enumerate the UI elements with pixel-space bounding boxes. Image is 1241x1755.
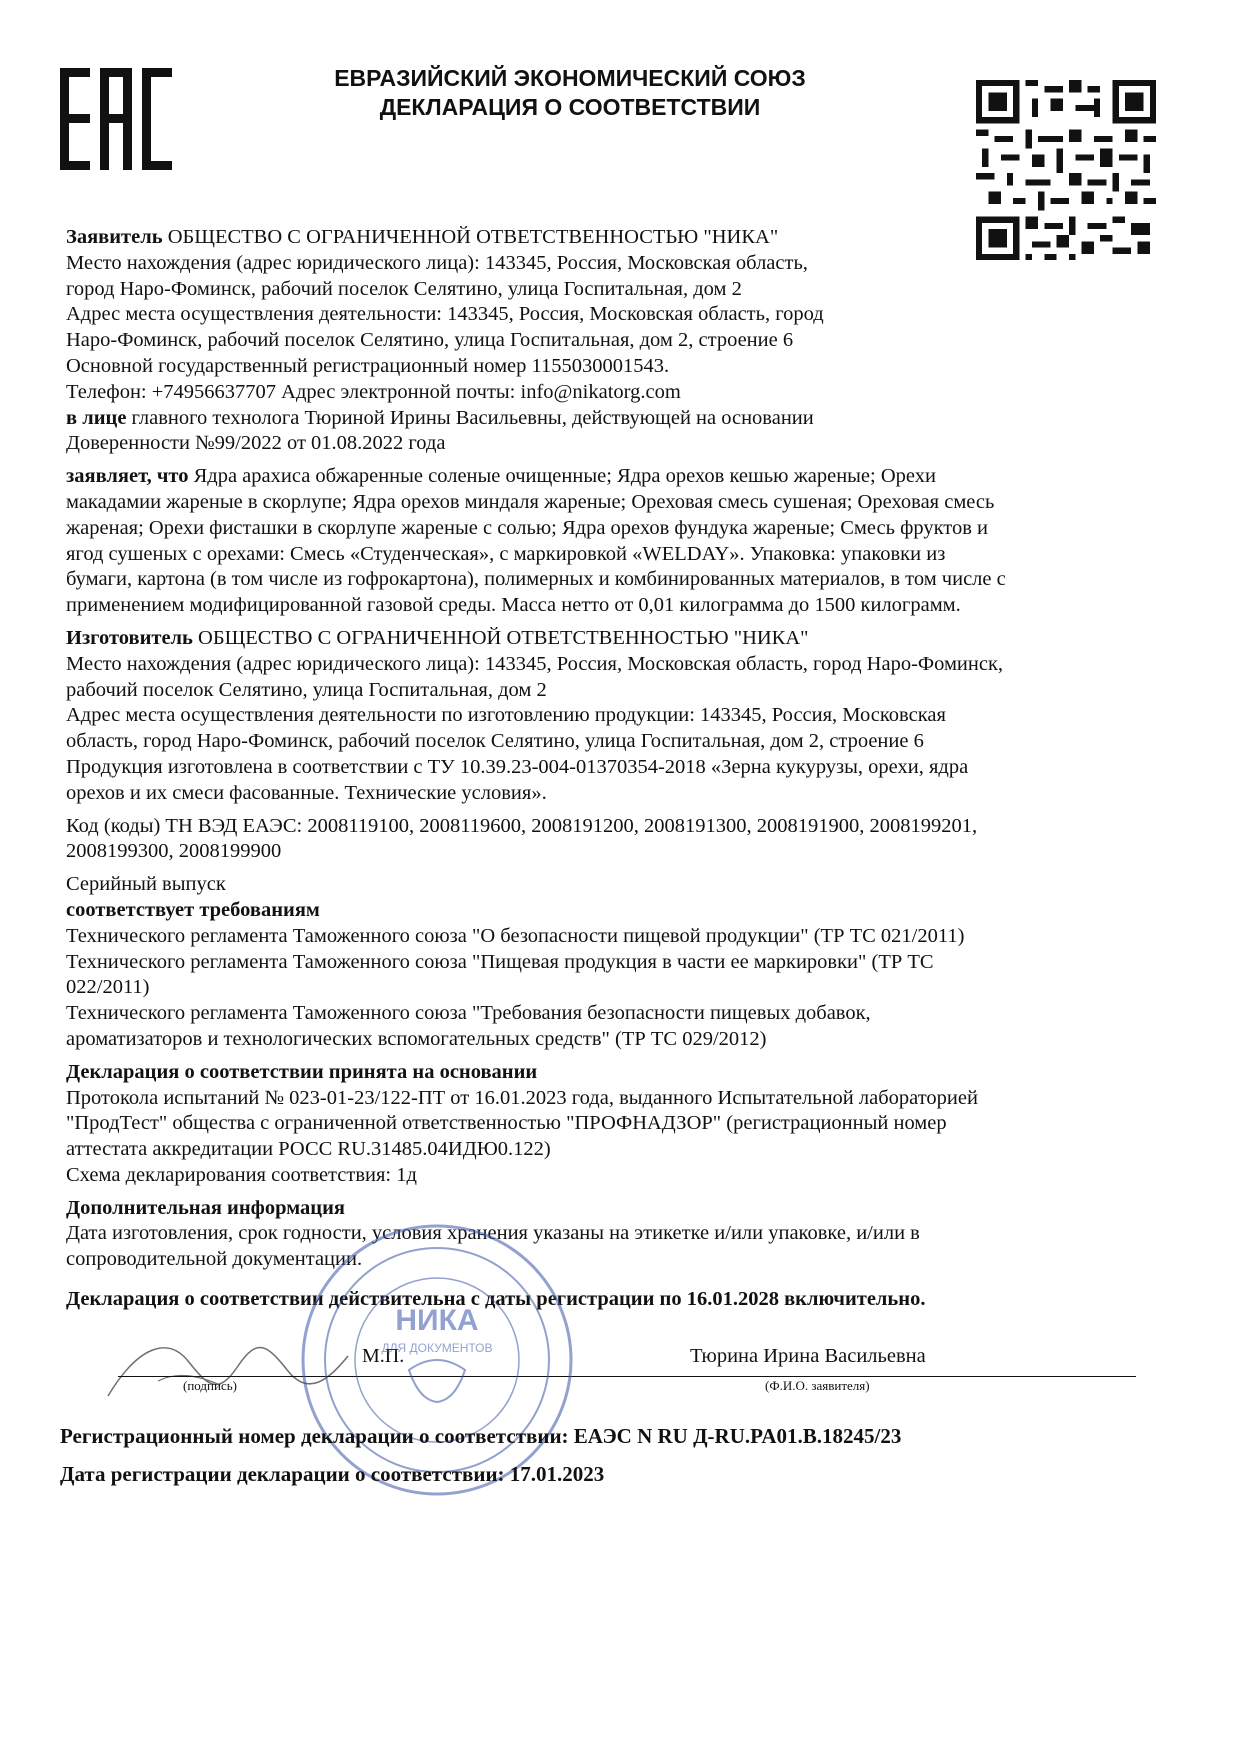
applicant-full-name: Тюрина Ирина Васильевна bbox=[690, 1345, 926, 1367]
manufacturer-name: ОБЩЕСТВО С ОГРАНИЧЕННОЙ ОТВЕТСТВЕННОСТЬЮ "НИКА" bbox=[192, 626, 809, 649]
header-declaration-title: ДЕКЛАРАЦИЯ О СООТВЕТСТВИИ bbox=[379, 94, 761, 120]
person-label: в лице bbox=[66, 406, 127, 429]
complies-line: ароматизаторов и технологических вспомогательных средств" (ТР ТС 029/2012) bbox=[66, 1027, 767, 1050]
basis-line: Протокола испытаний № 023-01-23/122-ПТ от 16.01.2023 года, выданного Испытательной лабораторией bbox=[66, 1086, 978, 1109]
registration-number: Регистрационный номер декларации о соответствии: ЕАЭС N RU Д-RU.PA01.B.18245/23 bbox=[60, 1424, 902, 1448]
applicant-label: Заявитель bbox=[66, 226, 163, 248]
header-union-title: ЕВРАЗИЙСКИЙ ЭКОНОМИЧЕСКИЙ СОЮЗ bbox=[334, 65, 806, 91]
complies-line: 022/2011) bbox=[66, 976, 150, 999]
declares-label: заявляет, что bbox=[66, 465, 189, 488]
basis-heading bbox=[66, 1060, 1191, 1086]
validity-text: Декларация о соответствии действительна с даты регистрации по 16.01.2028 включительно. bbox=[66, 1288, 926, 1311]
complies-line: Технического регламента Таможенного союза "Пищевая продукция в части ее маркировки" (ТР ТС bbox=[66, 950, 934, 973]
basis-label: Декларация о соответствии принята на основании bbox=[66, 1060, 538, 1083]
additional-line: Дата изготовления, срок годности, условия хранения указаны на этикетке и/или упаковке, и/или в bbox=[66, 1222, 920, 1245]
manufacturer-line: Место нахождения (адрес юридического лица): 143345, Россия, Московская область, город Наро-Фоминск, bbox=[66, 652, 1004, 675]
signature-line bbox=[118, 1376, 1136, 1377]
declares-line: бумаги, картона (в том числе из гофрокартона), полимерных и комбинированных материалов, в том числе с bbox=[66, 568, 1006, 591]
declares-line: макадамии жареные в скорлупе; Ядра орехов миндаля жареные; Ореховая смесь сушеная; Ореховая смесь bbox=[66, 490, 995, 513]
declares-line: применением модифицированной газовой среды. Масса нетто от 0,01 килограмма до 1500 килограмм. bbox=[66, 594, 961, 617]
applicant-line: Телефон: +74956637707 Адрес электронной почты: info@nikatorg.com bbox=[66, 380, 681, 403]
validity-line bbox=[66, 1287, 1191, 1313]
applicant-line: Наро-Фоминск, рабочий поселок Селятино, улица Госпитальная, дом 2, строение 6 bbox=[66, 329, 794, 352]
signature-caption: (подпись) bbox=[183, 1378, 237, 1393]
stamp-subtitle: ДЛЯ ДОКУМЕНТОВ bbox=[381, 1341, 493, 1355]
person-text: главного технолога Тюриной Ирины Васильевны, действующей на основании bbox=[126, 406, 814, 429]
applicant-name: ОБЩЕСТВО С ОГРАНИЧЕННОЙ ОТВЕТСТВЕННОСТЬЮ "НИКА" bbox=[162, 226, 779, 248]
codes-line: 2008199300, 2008199900 bbox=[66, 840, 282, 863]
complies-line: Технического регламента Таможенного союза "Требования безопасности пищевых добавок, bbox=[66, 1002, 871, 1025]
eac-logo bbox=[60, 68, 172, 170]
manufacturer-line: орехов и их смеси фасованные. Технические условия». bbox=[66, 781, 547, 804]
company-stamp bbox=[297, 1220, 577, 1500]
serial-release: Серийный выпуск bbox=[66, 873, 226, 896]
declares-text: Ядра арахиса обжаренные соленые очищенные; Ядра орехов кешью жареные; Орехи bbox=[188, 465, 936, 488]
stamp-company-name: НИКА bbox=[395, 1304, 479, 1337]
complies-label: соответствует требованиям bbox=[66, 898, 320, 921]
manufacturer-line: Продукция изготовлена в соответствии с ТУ 10.39.23-004-01370354-2018 «Зерна кукурузы, орехи, ядра bbox=[66, 755, 969, 778]
declaration-body bbox=[66, 225, 1191, 1313]
seal-place-label: М.П. bbox=[362, 1345, 405, 1367]
manufacturer-label: Изготовитель bbox=[66, 626, 193, 649]
additional-line: сопроводительной документации. bbox=[66, 1248, 363, 1271]
applicant-person-basis: Доверенности №99/2022 от 01.08.2022 года bbox=[66, 432, 446, 455]
declares-heading bbox=[66, 464, 1191, 490]
codes-line: Код (коды) ТН ВЭД ЕАЭС: 2008119100, 2008119600, 2008191200, 2008191300, 2008191900, 2008199201, bbox=[66, 814, 978, 837]
fio-caption: (Ф.И.О. заявителя) bbox=[765, 1378, 870, 1393]
applicant-line: Основной государственный регистрационный номер 1155030001543. bbox=[66, 354, 670, 377]
manufacturer-line: Адрес места осуществления деятельности по изготовлению продукции: 143345, Россия, Московская bbox=[66, 704, 946, 727]
applicant-line: Адрес места осуществления деятельности: 143345, Россия, Московская область, город bbox=[66, 303, 824, 326]
manufacturer-line: рабочий поселок Селятино, улица Госпитальная, дом 2 bbox=[66, 678, 547, 701]
additional-heading bbox=[66, 1196, 1191, 1222]
applicant-heading bbox=[66, 225, 1191, 251]
additional-label: Дополнительная информация bbox=[66, 1196, 345, 1219]
manufacturer-line: область, город Наро-Фоминск, рабочий поселок Селятино, улица Госпитальная, дом 2, строение 6 bbox=[66, 730, 924, 753]
declares-line: жареная; Орехи фисташки в скорлупе жареные с солью; Ядра орехов фундука жареные; Смесь фруктов и bbox=[66, 516, 988, 539]
document-header bbox=[250, 64, 890, 122]
basis-line: Схема декларирования соответствия: 1д bbox=[66, 1163, 417, 1186]
basis-line: "ПродТест" общества с ограниченной ответственностью "ПРОФНАДЗОР" (регистрационный номер bbox=[66, 1112, 947, 1135]
basis-line: аттестата аккредитации РОСС RU.31485.04ИДЮ0.122) bbox=[66, 1138, 551, 1161]
complies-heading bbox=[66, 898, 1191, 924]
complies-line: Технического регламента Таможенного союза "О безопасности пищевой продукции" (ТР ТС 021/2011) bbox=[66, 924, 965, 947]
registration-date: Дата регистрации декларации о соответствии: 17.01.2023 bbox=[60, 1462, 605, 1486]
applicant-line: город Наро-Фоминск, рабочий поселок Селятино, улица Госпитальная, дом 2 bbox=[66, 277, 742, 300]
manufacturer-heading bbox=[66, 626, 1191, 652]
applicant-person bbox=[66, 406, 1191, 432]
declares-line: ягод сушеных с орехами: Смесь «Студенческая», с маркировкой «WELDAY». Упаковка: упаковки из bbox=[66, 542, 946, 565]
applicant-line: Место нахождения (адрес юридического лица): 143345, Россия, Московская область, bbox=[66, 251, 808, 274]
